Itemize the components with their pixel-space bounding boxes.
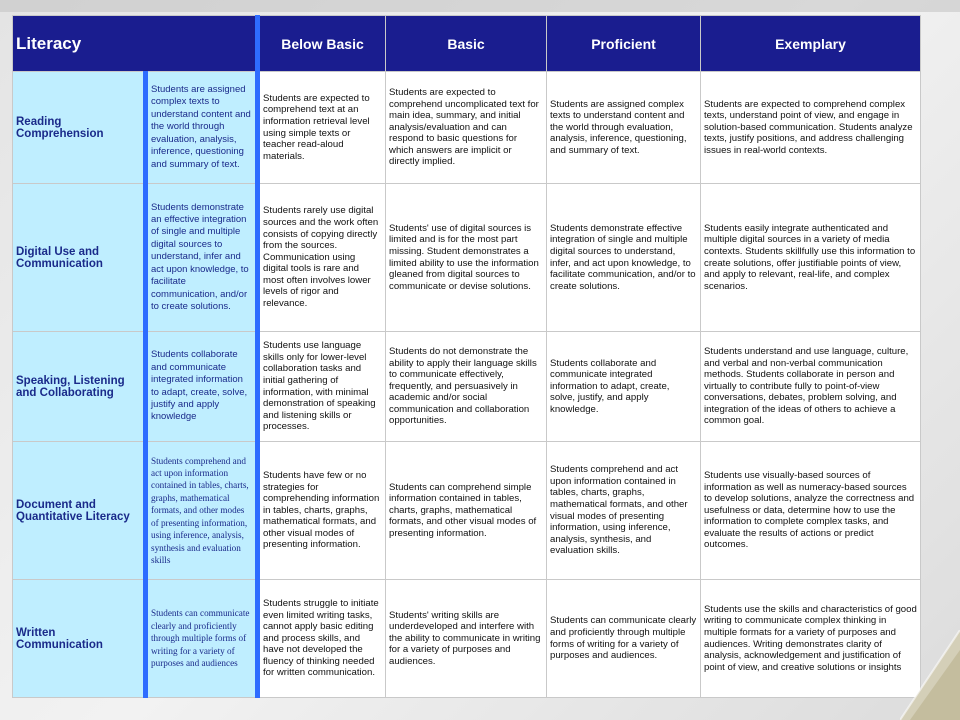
cell-exemplary: Students are expected to comprehend complex texts, understand point of view, and engage in solution-based communication. Students analyze texts, justify positions, and address challenging issues in real-world contexts. bbox=[701, 72, 921, 184]
cell-exemplary: Students understand and use language, culture, and verbal and non-verbal communication methods. Students collaborate in person and virtually to contribute fully to point-of-view conversations, debates, problem solving, and integration of the ideas of others to achieve a common goal. bbox=[701, 332, 921, 442]
cell-proficient: Students can communicate clearly and proficiently through multiple forms of writing for a variety of purposes and audiences. bbox=[547, 580, 701, 698]
rubric-row-digital-use bbox=[13, 184, 921, 332]
cell-below-basic: Students rarely use digital sources and the work often consists of copying directly from the sources. Communication using digital tools is rare and most often involves lower levels of rigor and relevance. bbox=[258, 184, 386, 332]
category-description: Students are assigned complex texts to understand content and the world through evaluation, analysis, inference, questioning and summary of text. bbox=[146, 72, 258, 184]
cell-below-basic: Students struggle to initiate even limited writing tasks, cannot apply basic editing and process skills, and have not developed the fluency of thinking needed for written communication. bbox=[258, 580, 386, 698]
cell-below-basic: Students use language skills only for lower-level collaboration tasks and initial gathering of information, with minimal demonstration of speaking and listening skills or processes. bbox=[258, 332, 386, 442]
cell-basic: Students' use of digital sources is limited and is for the most part missing. Student demonstrates a limited ability to use the information gleaned from digital sources to communicate or devise solutions. bbox=[386, 184, 547, 332]
cell-basic: Students are expected to comprehend uncomplicated text for main idea, summary, and initial analysis/evaluation and can respond to basic questions for which answers are implicit or directly implied. bbox=[386, 72, 547, 184]
cell-proficient: Students are assigned complex texts to understand content and the world through evaluation, analysis, inference, questioning, and summary of text. bbox=[547, 72, 701, 184]
literacy-rubric-table bbox=[12, 15, 921, 698]
cell-exemplary: Students use the skills and characteristics of good writing to communicate complex thinking in multiple formats for a variety of purposes and audiences. Writing demonstrates clarity of analysis, acknowledgement and justification of point of view, and creative solutions or insights bbox=[701, 580, 921, 698]
cell-basic: Students can comprehend simple information contained in tables, charts, graphs, mathematical formats, and other visual modes of presenting information. bbox=[386, 442, 547, 580]
cell-proficient: Students demonstrate effective integration of single and multiple digital sources to understand, infer, and act upon knowledge, to facilitate communication, and/or to create solutions. bbox=[547, 184, 701, 332]
category-label: Written Communication bbox=[13, 580, 146, 698]
level-header-exemplary: Exemplary bbox=[701, 16, 921, 72]
cell-basic: Students do not demonstrate the ability to apply their language skills to communicate effectively, frequently, and persuasively in academic and/or social communication and collaboration opportunities. bbox=[386, 332, 547, 442]
category-description: Students collaborate and communicate integrated information to adapt, create, solve, justify and apply knowledge bbox=[146, 332, 258, 442]
corner-fold-decoration bbox=[900, 630, 960, 720]
cell-exemplary: Students use visually-based sources of information as well as numeracy-based sources to develop solutions, analyze the correctness and usefulness or data, determine how to use the information to complete complex tasks, and evaluate the results of actions or predict outcomes. bbox=[701, 442, 921, 580]
category-description: Students demonstrate an effective integration of single and multiple digital sources to understand, infer and act upon knowledge, to facilitate communication, and/or to create solutions. bbox=[146, 184, 258, 332]
rubric-row-written-communication bbox=[13, 580, 921, 698]
cell-exemplary: Students easily integrate authenticated and multiple digital sources in a variety of media contexts. Students skillfully use this information to create solutions, offer justifiable points of view, and apply to relevant, real-life, and complex scenarios. bbox=[701, 184, 921, 332]
cell-proficient: Students comprehend and act upon information contained in tables, charts, graphs, mathematical formats, and other visual modes of presenting information, using inference, analysis, synthesis, and evaluation skills. bbox=[547, 442, 701, 580]
level-header-below-basic: Below Basic bbox=[258, 16, 386, 72]
rubric-title: Literacy bbox=[13, 16, 258, 72]
header-row bbox=[13, 16, 921, 72]
cell-below-basic: Students have few or no strategies for comprehending information in tables, charts, graphs, mathematical formats, and other visual modes of presenting information. bbox=[258, 442, 386, 580]
top-decorative-band bbox=[0, 0, 960, 12]
cell-proficient: Students collaborate and communicate integrated information to adapt, create, solve, justify, and apply knowledge. bbox=[547, 332, 701, 442]
rubric-row-speaking-listening bbox=[13, 332, 921, 442]
category-label: Speaking, Listening and Collaborating bbox=[13, 332, 146, 442]
category-label: Digital Use and Communication bbox=[13, 184, 146, 332]
category-label: Reading Comprehension bbox=[13, 72, 146, 184]
cell-basic: Students' writing skills are underdeveloped and interfere with the ability to communicate in writing for a variety of purposes and audiences. bbox=[386, 580, 547, 698]
rubric-row-document-quantitative bbox=[13, 442, 921, 580]
cell-below-basic: Students are expected to comprehend text at an information retrieval level using simple texts or teacher read-aloud materials. bbox=[258, 72, 386, 184]
category-description: Students comprehend and act upon information contained in tables, charts, graphs, mathematical formats, and other modes of presenting information, using inference, analysis, synthesis and evaluation skills bbox=[146, 442, 258, 580]
level-header-basic: Basic bbox=[386, 16, 547, 72]
level-header-proficient: Proficient bbox=[547, 16, 701, 72]
category-description: Students can communicate clearly and proficiently through multiple forms of writing for a variety of purposes and audiences bbox=[146, 580, 258, 698]
category-label: Document and Quantitative Literacy bbox=[13, 442, 146, 580]
rubric-row-reading-comprehension bbox=[13, 72, 921, 184]
